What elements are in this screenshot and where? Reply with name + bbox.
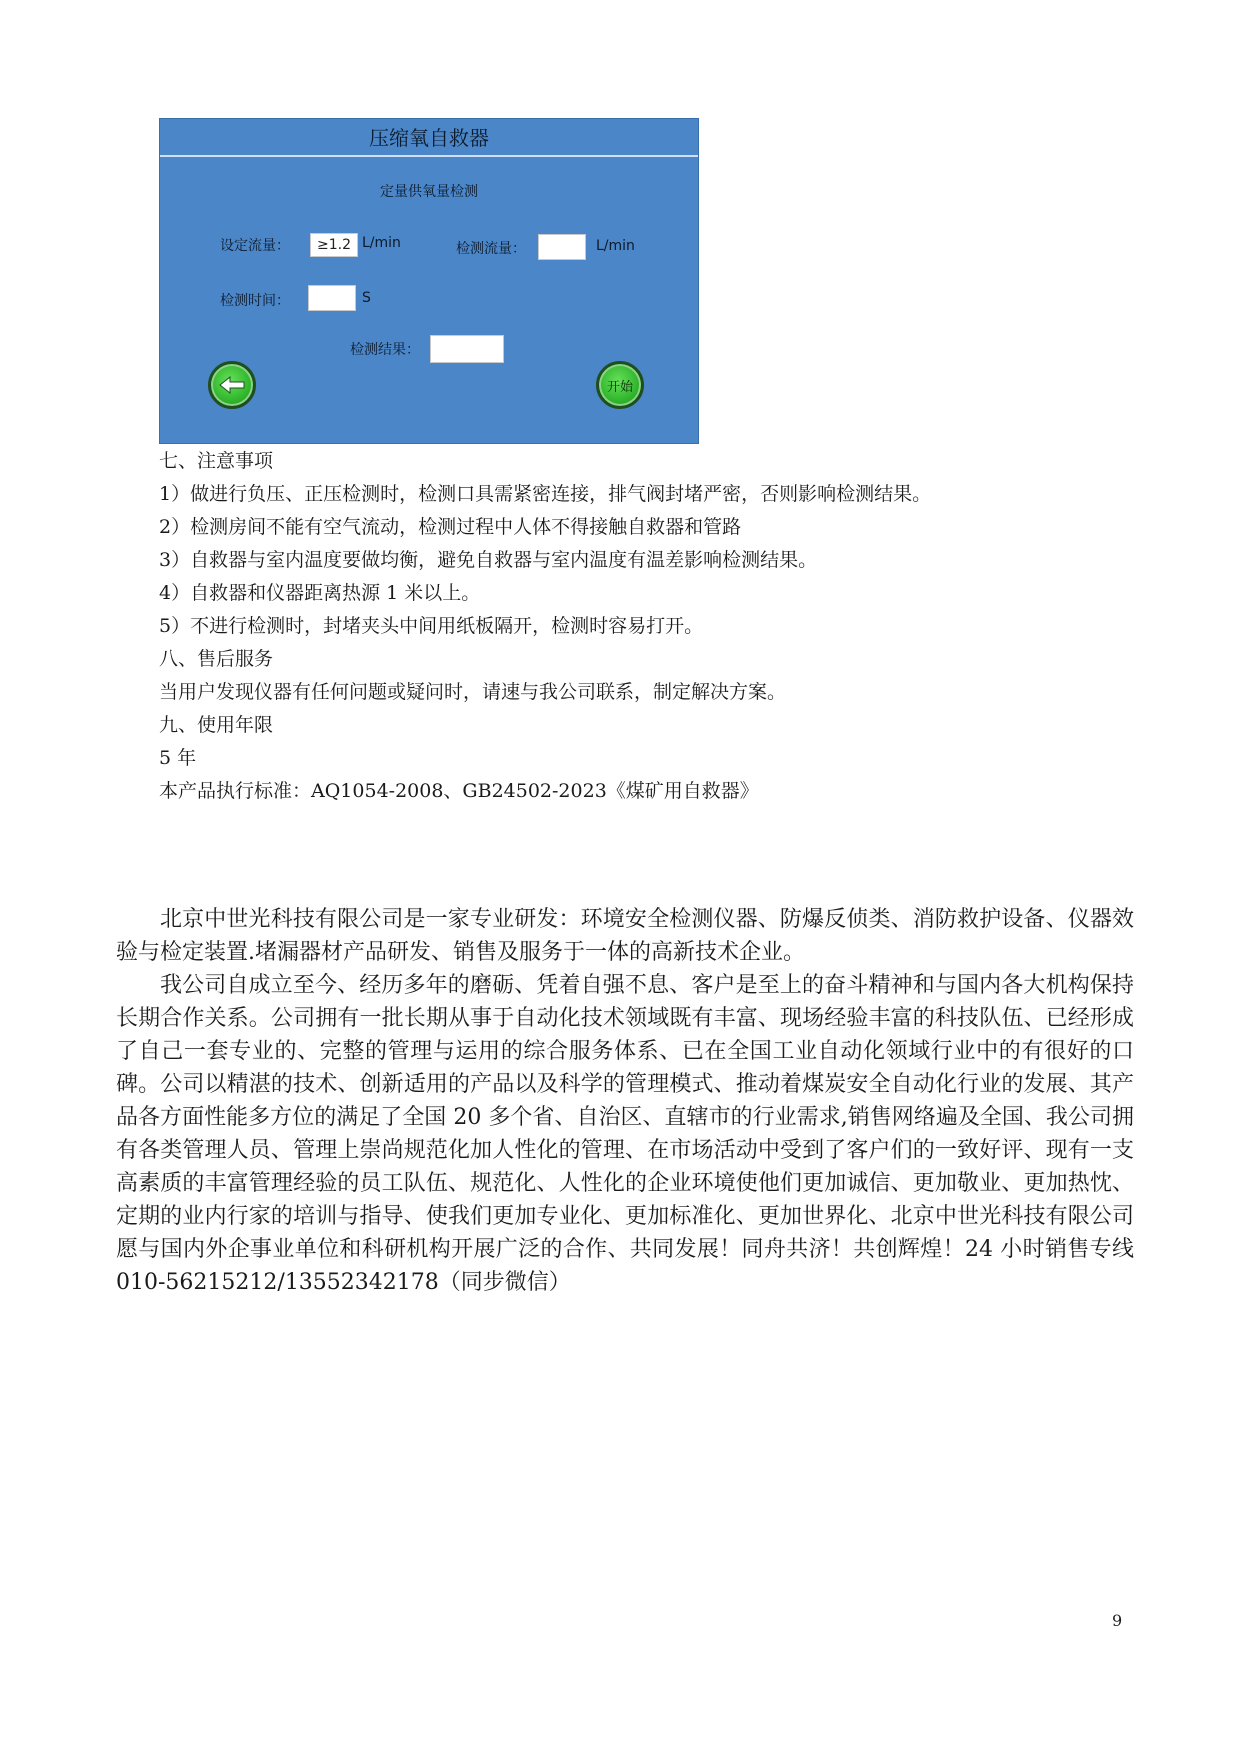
service-text: 当用户发现仪器有任何问题或疑问时，请速与我公司联系，制定解决方案。	[159, 681, 787, 703]
notes-heading: 七、注意事项	[159, 450, 274, 472]
set-flow-unit: L/min	[362, 235, 401, 251]
measured-flow-field[interactable]	[538, 234, 586, 260]
measured-flow-unit: L/min	[596, 238, 635, 254]
test-result-field[interactable]	[430, 335, 504, 363]
set-flow-field[interactable]: ≥1.2	[310, 233, 358, 257]
test-result-label: 检测结果：	[350, 342, 420, 358]
measured-flow-label: 检测流量：	[456, 241, 526, 257]
page-number: 9	[1112, 1611, 1123, 1630]
start-button-label: 开始	[606, 379, 633, 395]
standard-text: 本产品执行标准：AQ1054-2008、GB24502-2023《煤矿用自救器》	[159, 780, 759, 802]
company-paragraph-2: 我公司自成立至今、经历多年的磨砺、凭着自强不息、客户是至上的奋斗精神和与国内各大机构保持长期合作关系。公司拥有一批长期从事于自动化技术领域既有丰富、现场经验丰富的科技队伍、已经形成了自己一套专业的、完整的管理与运用的综合服务体系、已在全国工业自动化领域行业中的有很好的口碑。公司以精湛的技术、创新适用的产品以及科学的管理模式、推动着煤炭安全自动化行业的发展、其产品各方面性能多方位的满足了全国 20 多个省、自治区、直辖市的行业需求,销售网络遍及全国、我公司拥有各类管理人员、管理上崇尚规范化加人性化的管理、在市场活动中受到了客户们的一致好评、现有一支高素质的丰富管理经验的员工队伍、规范化、人性化的企业环境使他们更加诚信、更加敬业、更加热忱、定期的业内行家的培训与指导、使我们更加专业化、更加标准化、更加世界化、北京中世光科技有限公司愿与国内外企事业单位和科研机构开展广泛的合作、共同发展！同舟共济！共创辉煌！24 小时销售专线 010-56215212/13552342178（同步微信）	[116, 973, 1134, 1295]
note-item: 2）检测房间不能有空气流动，检测过程中人体不得接触自救器和管路	[159, 516, 742, 538]
test-time-label: 检测时间：	[220, 293, 290, 309]
lifespan-heading: 九、使用年限	[159, 714, 274, 736]
note-item: 1）做进行负压、正压检测时，检测口具需紧密连接，排气阀封堵严密，否则影响检测结果。	[159, 483, 932, 505]
test-time-field[interactable]	[308, 285, 356, 311]
lifespan-value: 5 年	[159, 747, 197, 769]
set-flow-label: 设定流量：	[220, 238, 290, 254]
arrow-left-icon	[218, 375, 246, 395]
screen-subtitle: 定量供氧量检测	[380, 184, 478, 200]
screen-title: 压缩氧自救器	[160, 119, 698, 157]
note-item: 3）自救器与室内温度要做均衡，避免自救器与室内温度有温差影响检测结果。	[159, 549, 818, 571]
back-button[interactable]	[208, 361, 256, 409]
note-item: 4）自救器和仪器距离热源 1 米以上。	[159, 582, 481, 604]
service-heading: 八、售后服务	[159, 648, 274, 670]
company-paragraph-1: 北京中世光科技有限公司是一家专业研发：环境安全检测仪器、防爆反侦类、消防救护设备、仪器效验与检定装置.堵漏器材产品研发、销售及服务于一体的高新技术企业。	[116, 907, 1134, 965]
note-item: 5）不进行检测时，封堵夹头中间用纸板隔开，检测时容易打开。	[159, 615, 704, 637]
test-time-unit: S	[362, 290, 371, 306]
device-screen	[159, 118, 699, 444]
start-button[interactable]	[596, 361, 644, 409]
